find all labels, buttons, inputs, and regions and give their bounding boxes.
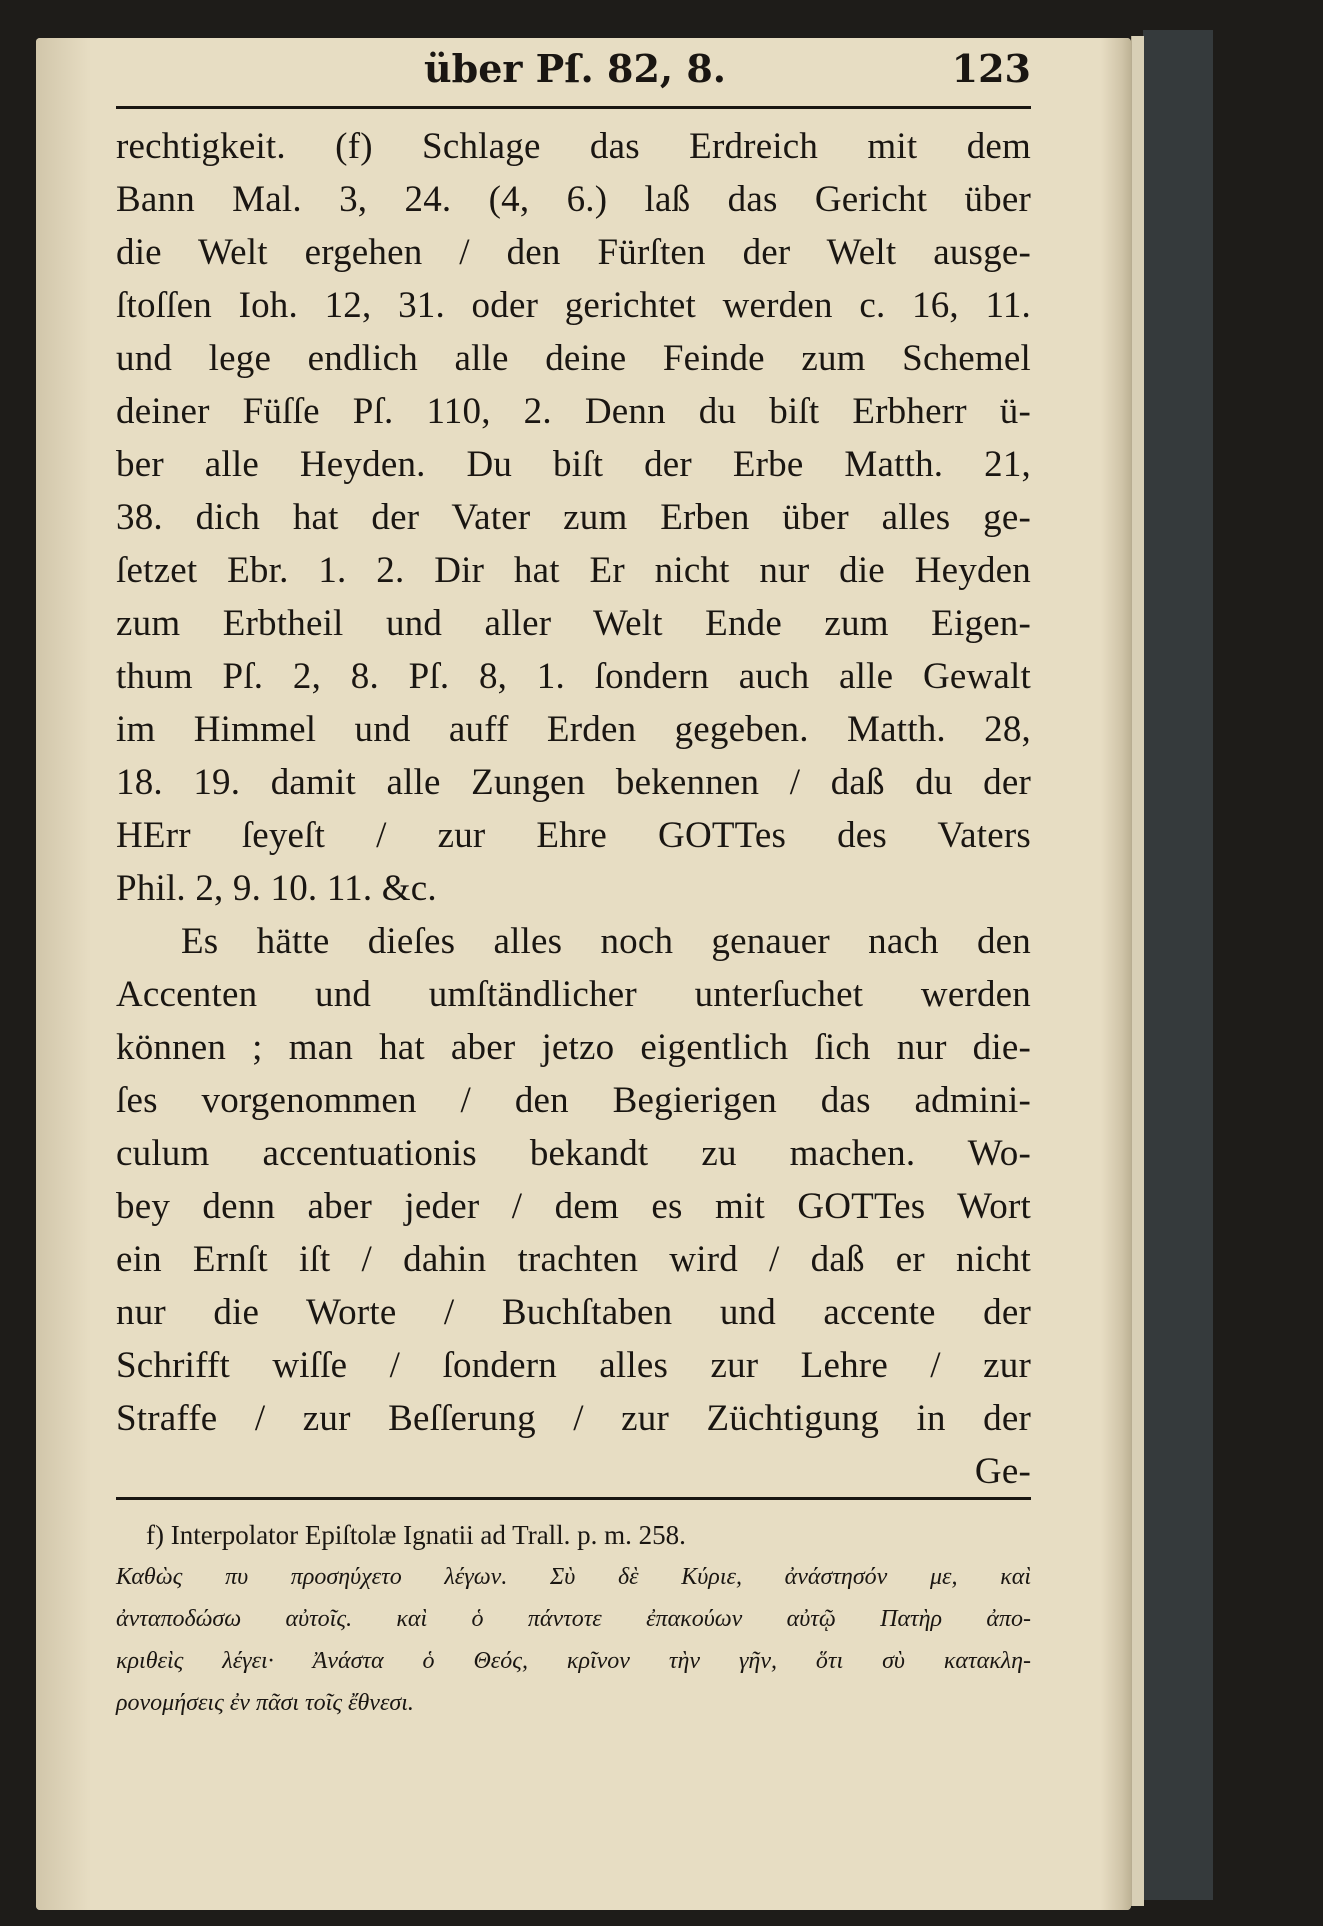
body-line: rechtigkeit. (f) Schlage das Erdreich mit dem [116, 126, 1031, 167]
body-line: 18. 19. damit alle Zungen bekennen / daß du der [116, 762, 1031, 803]
body-line: können ; man hat aber jetzo eigentlich ſich nur die- [116, 1027, 1031, 1068]
paragraph-start-line: Es hätte dieſes alles noch genauer nach den [181, 921, 1031, 962]
footnote-greek-line: κριθεὶς λέγει· Ἀνάστα ὁ Θεός, κρῖνον τὴν γῆν, ὅτι σὺ κατακλη- [116, 1648, 1031, 1674]
running-title: über Pſ. 82, 8. [424, 46, 727, 91]
body-line: HErr ſeyeſt / zur Ehre GOTTes des Vaters [116, 815, 1031, 856]
page-edge-shadow [1101, 38, 1131, 1910]
running-head [116, 46, 1031, 96]
body-line: ſetzet Ebr. 1. 2. Dir hat Er nicht nur die Heyden [116, 550, 1031, 591]
page-number: 123 [951, 46, 1031, 91]
body-line: Accenten und umſtändlicher unterſuchet werden [116, 974, 1031, 1015]
body-text [116, 120, 1031, 1498]
body-line: im Himmel und auff Erden gegeben. Matth. 28, [116, 709, 1031, 750]
body-line: Phil. 2, 9. 10. 11. &c. [116, 868, 437, 909]
body-line: 38. dich hat der Vater zum Erben über alles ge- [116, 497, 1031, 538]
body-line: ein Ernſt iſt / dahin trachten wird / daß er nicht [116, 1239, 1031, 1280]
body-line: deiner Füſſe Pſ. 110, 2. Denn du biſt Erbherr ü- [116, 391, 1031, 432]
body-line: nur die Worte / Buchſtaben und accente der [116, 1292, 1031, 1333]
body-line: Straffe / zur Beſſerung / zur Züchtigung in der [116, 1398, 1031, 1439]
footnote-rule [116, 1497, 1031, 1500]
footnote-greek-line: ρονομήσεις ἐν πᾶσι τοῖς ἔθνεσι. [116, 1690, 414, 1716]
body-line: zum Erbtheil und aller Welt Ende zum Eigen- [116, 603, 1031, 644]
header-rule [116, 106, 1031, 109]
book-cover [1143, 30, 1213, 1900]
page-stack-edge [1131, 36, 1144, 1906]
footnote-greek-line: ἀνταποδώσω αὐτοῖς. καὶ ὁ πάντοτε ἐπακούων αὐτῷ Πατὴρ ἀπο- [116, 1606, 1031, 1632]
body-line: bey denn aber jeder / dem es mit GOTTes Wort [116, 1186, 1031, 1227]
catchword: Ge- [974, 1451, 1031, 1492]
body-line: Schrifft wiſſe / ſondern alles zur Lehre / zur [116, 1345, 1031, 1386]
body-line: culum accentuationis bekandt zu machen. Wo- [116, 1133, 1031, 1174]
footnote-greek-line: Καθὼς πυ προσηύχετο λέγων. Σὺ δὲ Κύριε, ἀνάστησόν με, καὶ [116, 1564, 1031, 1590]
footnote-citation: f) Interpolator Epiſtolæ Ignatii ad Trall. p. m. 258. [146, 1520, 686, 1550]
body-line: und lege endlich alle deine Feinde zum Schemel [116, 338, 1031, 379]
footnote [116, 1514, 1031, 1724]
page-gutter-shadow [36, 38, 91, 1910]
body-line: thum Pſ. 2, 8. Pſ. 8, 1. ſondern auch alle Gewalt [116, 656, 1031, 697]
body-line: Bann Mal. 3, 24. (4, 6.) laß das Gericht über [116, 179, 1031, 220]
body-line: ber alle Heyden. Du biſt der Erbe Matth. 21, [116, 444, 1031, 485]
body-line: die Welt ergehen / den Fürſten der Welt ausge- [116, 232, 1031, 273]
body-line: ſes vorgenommen / den Begierigen das admini- [116, 1080, 1031, 1121]
body-line: ſtoſſen Ioh. 12, 31. oder gerichtet werden c. 16, 11. [116, 285, 1031, 326]
